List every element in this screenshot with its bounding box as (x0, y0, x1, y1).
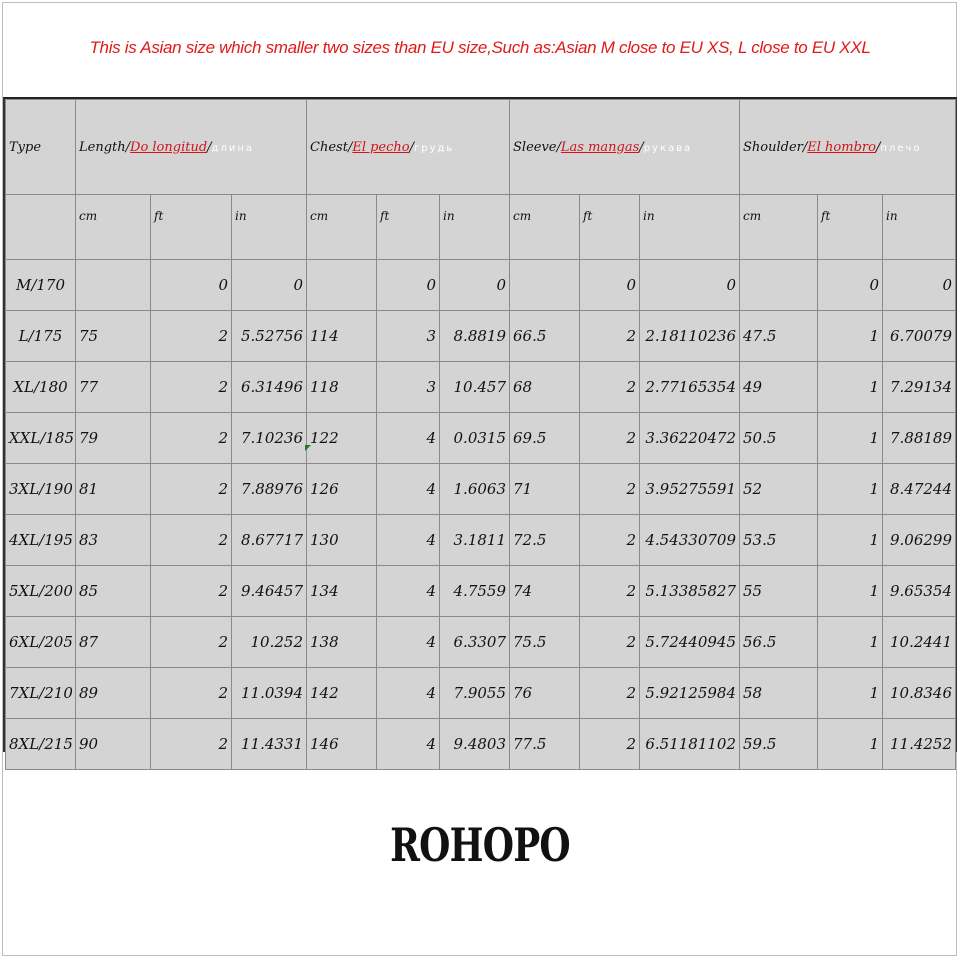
table-cell: 10.8346 (883, 668, 956, 719)
table-cell: 2 (580, 362, 640, 413)
table-cell: 3.95275591 (640, 464, 740, 515)
table-cell: 9.65354 (883, 566, 956, 617)
size-chart (3, 97, 957, 752)
table-cell: 10.252 (232, 617, 307, 668)
table-row (6, 719, 956, 770)
table-cell: 1 (818, 311, 883, 362)
size-label: M/170 (6, 260, 76, 311)
unit-row (6, 195, 956, 260)
table-cell: 56.5 (740, 617, 818, 668)
table-cell: 2 (151, 617, 232, 668)
table-cell: 4.54330709 (640, 515, 740, 566)
separator: / (207, 139, 212, 155)
table-cell: 146 (307, 719, 377, 770)
table-cell: 2.77165354 (640, 362, 740, 413)
table-cell: 0.0315 (440, 413, 510, 464)
table-cell: 7.88189 (883, 413, 956, 464)
table-cell: 2 (151, 464, 232, 515)
unit-cell: cm (307, 195, 377, 260)
table-cell: 4 (377, 515, 440, 566)
table-cell: 85 (76, 566, 151, 617)
table-cell: 2 (151, 311, 232, 362)
table-cell: 79 (76, 413, 151, 464)
unit-cell: cm (740, 195, 818, 260)
table-cell: 1 (818, 413, 883, 464)
unit-cell: ft (377, 195, 440, 260)
table-row (6, 515, 956, 566)
chest-es: El pecho (352, 139, 410, 155)
separator: / (125, 139, 131, 155)
unit-blank (6, 195, 76, 260)
size-label: 8XL/215 (6, 719, 76, 770)
table-cell: 2.18110236 (640, 311, 740, 362)
chest-ru: грудь (414, 142, 455, 154)
table-cell (510, 260, 580, 311)
size-label: XXL/185 (6, 413, 76, 464)
table-cell: 87 (76, 617, 151, 668)
table-cell: 72.5 (510, 515, 580, 566)
table-cell: 6.70079 (883, 311, 956, 362)
table-cell: 9.46457 (232, 566, 307, 617)
table-cell: 2 (151, 515, 232, 566)
table-cell: 58 (740, 668, 818, 719)
table-cell: 10.2441 (883, 617, 956, 668)
table-cell: 3.36220472 (640, 413, 740, 464)
unit-cell: in (883, 195, 956, 260)
table-cell: 126 (307, 464, 377, 515)
table-cell: 52 (740, 464, 818, 515)
table-cell: 1 (818, 362, 883, 413)
table-row (6, 566, 956, 617)
table-cell: 138 (307, 617, 377, 668)
table-cell: 75 (76, 311, 151, 362)
table-cell: 55 (740, 566, 818, 617)
table-cell: 6.3307 (440, 617, 510, 668)
separator: / (802, 139, 808, 155)
header-row (6, 100, 956, 195)
table-cell: 2 (580, 719, 640, 770)
table-cell: 75.5 (510, 617, 580, 668)
table-row (6, 464, 956, 515)
unit-cell: cm (510, 195, 580, 260)
table-cell: 7.88976 (232, 464, 307, 515)
brand-logo: ROHOPO (390, 818, 570, 872)
table-cell: 7.29134 (883, 362, 956, 413)
size-label: 6XL/205 (6, 617, 76, 668)
separator: / (875, 139, 881, 155)
size-label: 5XL/200 (6, 566, 76, 617)
table-cell: 134 (307, 566, 377, 617)
size-label: XL/180 (6, 362, 76, 413)
table-cell: 53.5 (740, 515, 818, 566)
table-cell: 49 (740, 362, 818, 413)
table-row (6, 362, 956, 413)
table-cell: 2 (580, 617, 640, 668)
sleeve-en: Sleeve (513, 139, 557, 155)
unit-cell: ft (818, 195, 883, 260)
table-cell: 0 (640, 260, 740, 311)
table-cell: 1 (818, 617, 883, 668)
table-cell: 5.92125984 (640, 668, 740, 719)
table-cell: 3.1811 (440, 515, 510, 566)
table-cell: 4 (377, 668, 440, 719)
type-header: Type (6, 100, 76, 195)
table-row (6, 617, 956, 668)
unit-cell: in (440, 195, 510, 260)
table-cell: 130 (307, 515, 377, 566)
shoulder-ru: плечо (880, 142, 922, 154)
sleeve-ru: рукава (643, 142, 693, 154)
unit-cell: cm (76, 195, 151, 260)
table-cell: 0 (151, 260, 232, 311)
length-header (76, 100, 307, 195)
table-cell: 1 (818, 719, 883, 770)
table-cell: 11.0394 (232, 668, 307, 719)
table-cell: 2 (580, 413, 640, 464)
table-cell: 69.5 (510, 413, 580, 464)
table-cell: 5.13385827 (640, 566, 740, 617)
size-table (5, 99, 956, 770)
size-label: 4XL/195 (6, 515, 76, 566)
table-cell (740, 260, 818, 311)
unit-cell: in (232, 195, 307, 260)
table-cell: 4 (377, 566, 440, 617)
table-row (6, 260, 956, 311)
table-cell (76, 260, 151, 311)
separator: / (639, 139, 644, 155)
table-cell: 2 (151, 413, 232, 464)
table-cell: 8.47244 (883, 464, 956, 515)
table-cell: 66.5 (510, 311, 580, 362)
table-cell: 77.5 (510, 719, 580, 770)
sleeve-header (510, 100, 740, 195)
table-cell: 5.52756 (232, 311, 307, 362)
table-cell: 3 (377, 311, 440, 362)
table-cell: 1.6063 (440, 464, 510, 515)
table-cell: 3 (377, 362, 440, 413)
table-cell: 1 (818, 515, 883, 566)
cell-comment-marker (305, 445, 311, 451)
table-cell: 2 (151, 362, 232, 413)
table-cell: 11.4252 (883, 719, 956, 770)
table-cell: 118 (307, 362, 377, 413)
separator: / (409, 139, 414, 155)
size-label: L/175 (6, 311, 76, 362)
chest-header (307, 100, 510, 195)
table-cell: 9.4803 (440, 719, 510, 770)
table-cell: 9.06299 (883, 515, 956, 566)
table-cell: 81 (76, 464, 151, 515)
chest-en: Chest (310, 139, 348, 155)
table-cell: 10.457 (440, 362, 510, 413)
table-cell: 68 (510, 362, 580, 413)
table-cell: 8.67717 (232, 515, 307, 566)
table-cell: 89 (76, 668, 151, 719)
size-label: 3XL/190 (6, 464, 76, 515)
table-cell: 0 (377, 260, 440, 311)
table-cell (307, 260, 377, 311)
table-cell: 2 (580, 311, 640, 362)
table-cell: 47.5 (740, 311, 818, 362)
table-cell: 0 (818, 260, 883, 311)
table-cell: 76 (510, 668, 580, 719)
length-en: Length (79, 139, 126, 155)
table-cell: 1 (818, 668, 883, 719)
table-cell: 4.7559 (440, 566, 510, 617)
table-cell: 7.9055 (440, 668, 510, 719)
size-notice: This is Asian size which smaller two sizes than EU size,Such as:Asian M close to EU XS, L close to EU XXL (89, 38, 871, 57)
table-cell: 6.51181102 (640, 719, 740, 770)
table-cell: 2 (580, 464, 640, 515)
table-cell: 0 (440, 260, 510, 311)
length-es: Do longitud (130, 139, 208, 155)
table-cell: 83 (76, 515, 151, 566)
table-cell: 77 (76, 362, 151, 413)
table-cell: 1 (818, 464, 883, 515)
separator: / (347, 139, 353, 155)
table-cell: 74 (510, 566, 580, 617)
unit-cell: ft (151, 195, 232, 260)
sleeve-es: Las mangas (560, 139, 640, 155)
size-label: 7XL/210 (6, 668, 76, 719)
shoulder-header (740, 100, 956, 195)
table-cell: 122 (307, 413, 377, 464)
table-cell: 8.8819 (440, 311, 510, 362)
length-ru: длина (211, 142, 255, 154)
table-cell: 90 (76, 719, 151, 770)
shoulder-es: El hombro (807, 139, 876, 155)
separator: / (556, 139, 561, 155)
table-cell: 6.31496 (232, 362, 307, 413)
table-cell: 2 (151, 566, 232, 617)
table-cell: 50.5 (740, 413, 818, 464)
table-cell: 4 (377, 719, 440, 770)
table-cell: 114 (307, 311, 377, 362)
table-cell: 4 (377, 413, 440, 464)
table-row (6, 413, 956, 464)
table-cell: 2 (580, 566, 640, 617)
table-cell: 142 (307, 668, 377, 719)
table-cell: 0 (883, 260, 956, 311)
table-cell: 0 (232, 260, 307, 311)
table-cell: 2 (580, 515, 640, 566)
table-cell: 5.72440945 (640, 617, 740, 668)
shoulder-en: Shoulder (743, 139, 803, 155)
table-row (6, 668, 956, 719)
table-cell: 2 (151, 668, 232, 719)
table-cell: 4 (377, 617, 440, 668)
table-cell: 2 (580, 668, 640, 719)
table-cell: 1 (818, 566, 883, 617)
unit-cell: in (640, 195, 740, 260)
table-cell: 0 (580, 260, 640, 311)
table-row (6, 311, 956, 362)
table-cell: 71 (510, 464, 580, 515)
table-cell: 59.5 (740, 719, 818, 770)
unit-cell: ft (580, 195, 640, 260)
table-cell: 11.4331 (232, 719, 307, 770)
table-cell: 4 (377, 464, 440, 515)
table-cell: 7.10236 (232, 413, 307, 464)
table-cell: 2 (151, 719, 232, 770)
